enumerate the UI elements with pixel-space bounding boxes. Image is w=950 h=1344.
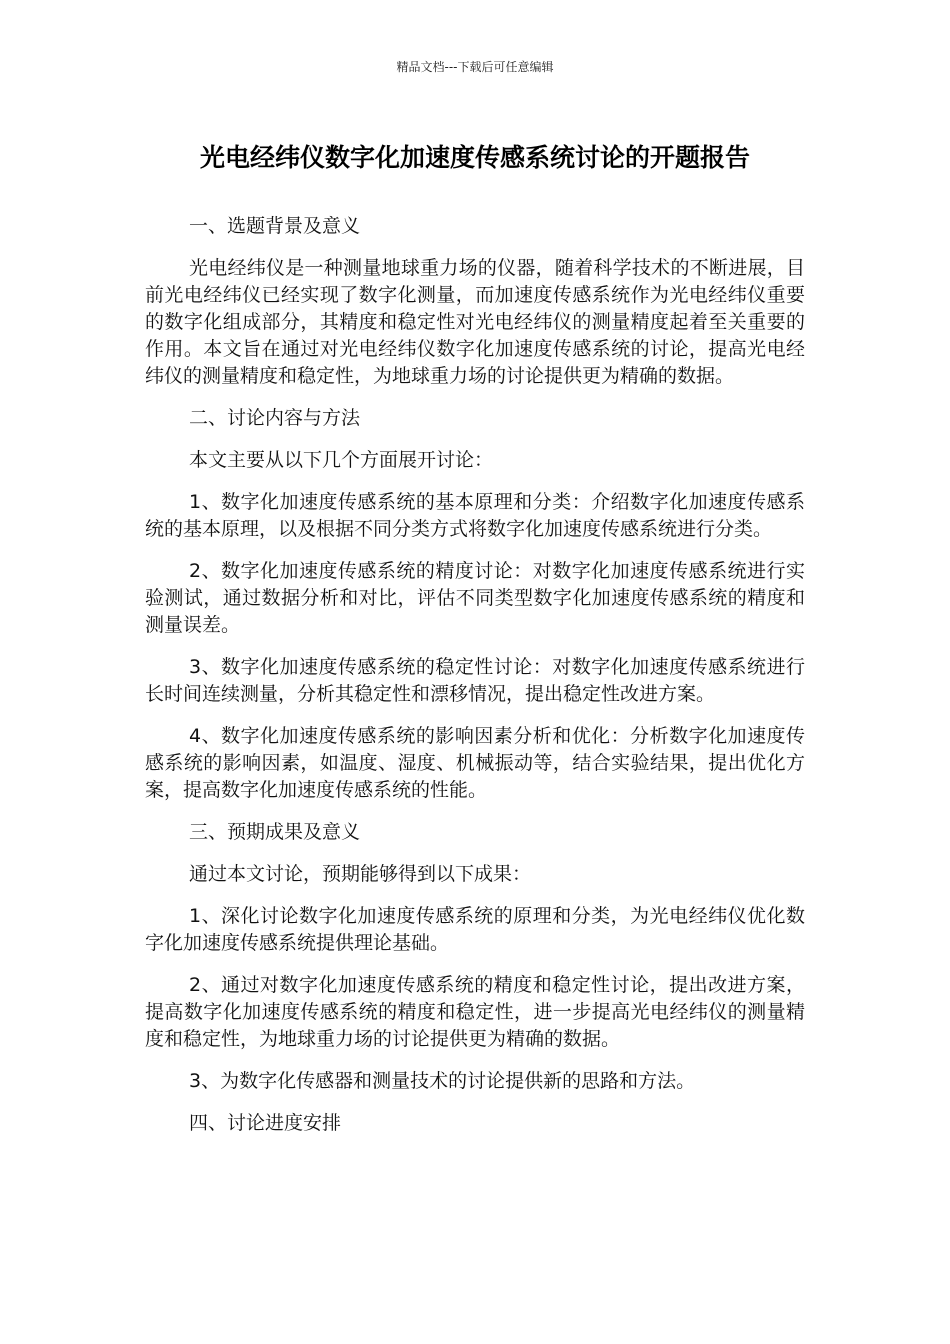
section-heading-3: 三、预期成果及意义 (189, 821, 361, 843)
section-2-paragraph-3: 2、数字化加速度传感系统的精度讨论：对数字化加速度传感系统进行实验测试，通过数据分析和对比，评估不同类型数字化加速度传感系统的精度和测量误差。 (145, 560, 805, 636)
section-3-paragraph-1: 通过本文讨论，预期能够得到以下成果： (189, 863, 532, 885)
section-3-paragraph-2: 1、深化讨论数字化加速度传感系统的原理和分类，为光电经纬仪优化数字化加速度传感系统提供理论基础。 (145, 905, 805, 954)
section-2-paragraph-2: 1、数字化加速度传感系统的基本原理和分类：介绍数字化加速度传感系统的基本原理，以及根据不同分类方式将数字化加速度传感系统进行分类。 (145, 491, 805, 540)
section-heading-2: 二、讨论内容与方法 (189, 407, 361, 429)
document-body (145, 213, 805, 1152)
section-3-paragraph-4: 3、为数字化传感器和测量技术的讨论提供新的思路和方法。 (189, 1070, 696, 1092)
section-2-paragraph-5: 4、数字化加速度传感系统的影响因素分析和优化：分析数字化加速度传感系统的影响因素，如温度、湿度、机械振动等，结合实验结果，提出优化方案，提高数字化加速度传感系统的性能。 (145, 725, 805, 801)
section-2-paragraph-4: 3、数字化加速度传感系统的稳定性讨论：对数字化加速度传感系统进行长时间连续测量，分析其稳定性和漂移情况，提出稳定性改进方案。 (145, 656, 805, 705)
section-heading-4: 四、讨论进度安排 (189, 1112, 342, 1134)
section-2-paragraph-1: 本文主要从以下几个方面展开讨论： (189, 449, 494, 471)
section-heading-1: 一、选题背景及意义 (189, 215, 361, 237)
header-note: 精品文档---下载后可任意编辑 (396, 60, 554, 74)
document-title: 光电经纬仪数字化加速度传感系统讨论的开题报告 (199, 143, 750, 172)
section-1-paragraph-1: 光电经纬仪是一种测量地球重力场的仪器，随着科学技术的不断进展，目前光电经纬仪已经实现了数字化测量，而加速度传感系统作为光电经纬仪重要的数字化组成部分，其精度和稳定性对光电经纬仪的测量精度起着至关重要的作用。本文旨在通过对光电经纬仪数字化加速度传感系统的讨论，提高光电经纬仪的测量精度和稳定性，为地球重力场的讨论提供更为精确的数据。 (145, 257, 805, 387)
section-3-paragraph-3: 2、通过对数字化加速度传感系统的精度和稳定性讨论，提出改进方案，提高数字化加速度传感系统的精度和稳定性，进一步提高光电经纬仪的测量精度和稳定性，为地球重力场的讨论提供更为精确的数据。 (145, 974, 805, 1050)
